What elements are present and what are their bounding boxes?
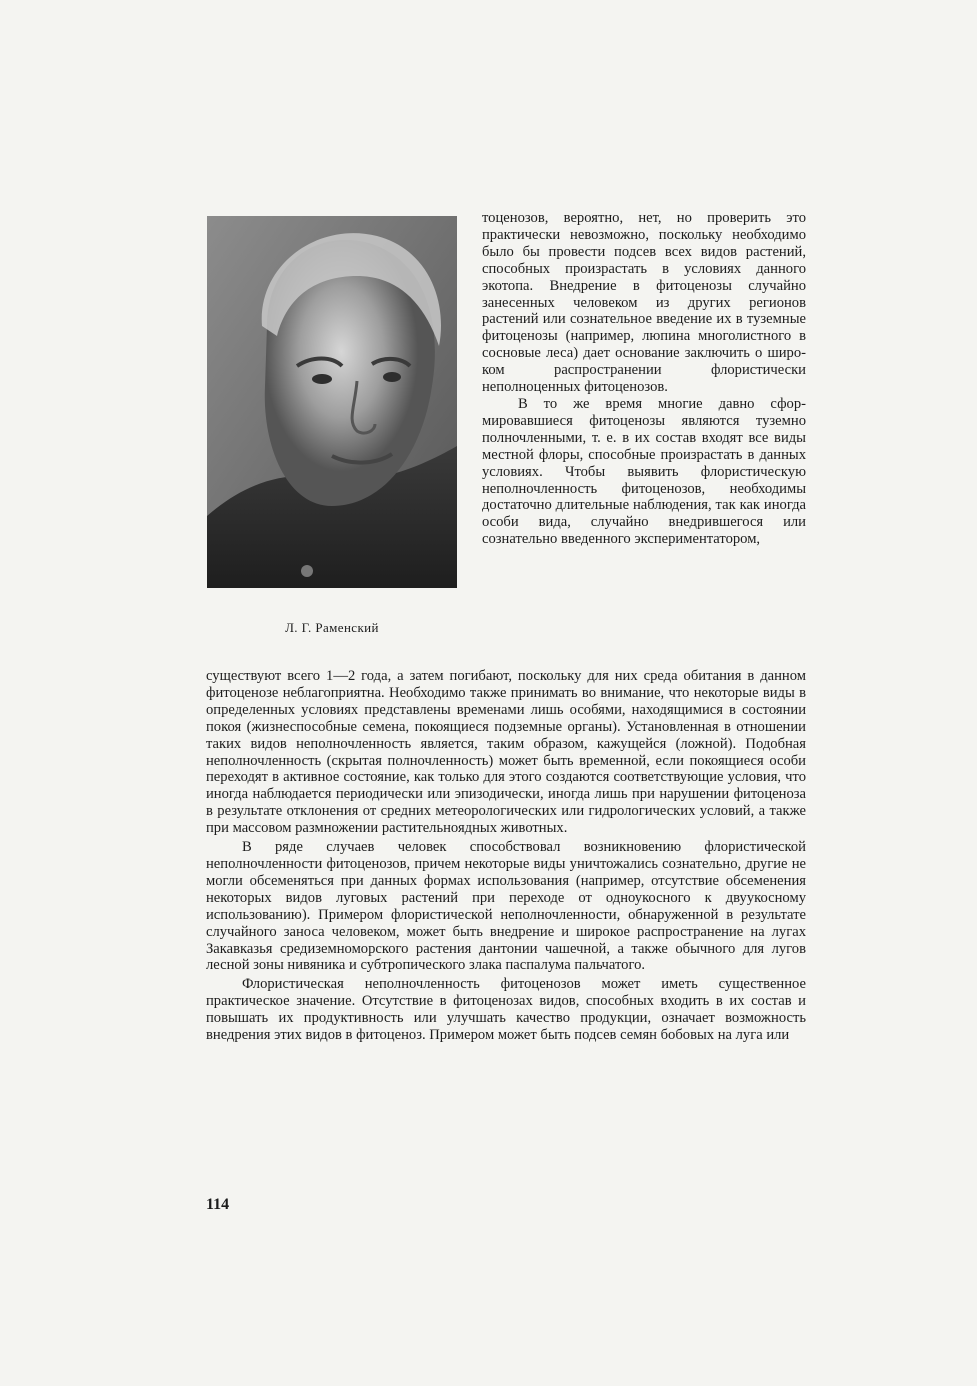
paragraph-4: Флористическая неполночленность фитоценозов может иметь существенное практическое значение. Отсутствие в фитоценозах видов, способных входить в их состав и повышать их продуктивность или улучшать качество продукции, означает возможность внедрения этих видов в фитоценоз. Примером может быть подсев семян бобовых на луга или: [206, 976, 806, 1044]
figure-caption: Л. Г. Раменский: [285, 620, 379, 635]
paragraph-3: В ряде случаев человек способствовал возникновению флористической неполночленности фитоценозов, причем некоторые виды уничтожались сознательно, другие не могли обсеменяться при данных формах использования (например, отсутствие обсеменения некоторых видов луговых растений при переходе от одноукосного к двуукосному использованию). Примером флористической неполночленности, обнаруженной в результате случайного заноса человеком, может быть внедрение и широкое распространение на лугах Закавказья средиземноморского растения дантонии чашечной, а также обычного для лугов лесной зоны нивяника и субтропического злака паспалума пальчатого.: [206, 839, 806, 974]
page-number: 114: [206, 1196, 230, 1213]
paragraph-1: тоценозов, вероятно, нет, но проверить это практически невозможно, поскольку необходимо было бы провести подсев всех видов растений, способных произрастать в условиях данного экотопа. Внедрение в фитоценозы случайно занесенных человеком из других регионов растений или сознательное введение их в туземные фитоценозы (например, люпина многолистного в сосновые леса) дает основание заключить о широком распространении флористически неполноценных фитоценозов.: [482, 210, 806, 396]
text-full-width: [206, 668, 806, 1044]
text-column: [482, 210, 806, 548]
portrait-photo: [207, 216, 457, 588]
paragraph-2-start: В то же время многие давно сформировавшиеся фитоценозы являются туземно полночленными, т. е. в их состав входят все виды местной флоры, способные произрастать в данных условиях. Чтобы выявить флористическую неполночленность фитоценозов, необходимы достаточно длительные наблюдения, так как иногда особи вида, случайно внедрившегося или сознательно введенного экспериментатором,: [482, 395, 806, 548]
portrait-illustration: [207, 216, 457, 588]
paragraph-2-continued: существуют всего 1—2 года, а затем погибают, поскольку для них среда обитания в данном фитоценозе неблагоприятна. Необходимо также принимать во внимание, что некоторые виды в определенных условиях представлены временами лишь особями, находящимися в состоянии покоя (жизнеспособные семена, покоящиеся подземные органы). Установленная в отношении таких видов неполночленность является, таким образом, кажущейся (ложной). Подобная неполночленность (скрытая полночленность) может быть временной, если покоящиеся особи переходят в активное состояние, как только для этого создаются соответствующие условия, что иногда наблюдается периодически или эпизодически, иногда лишь при нарушении фитоценоза в результате отклонения от средних метеорологических или гидрологических условий, а также при массовом размножении растительноядных животных.: [206, 668, 806, 837]
